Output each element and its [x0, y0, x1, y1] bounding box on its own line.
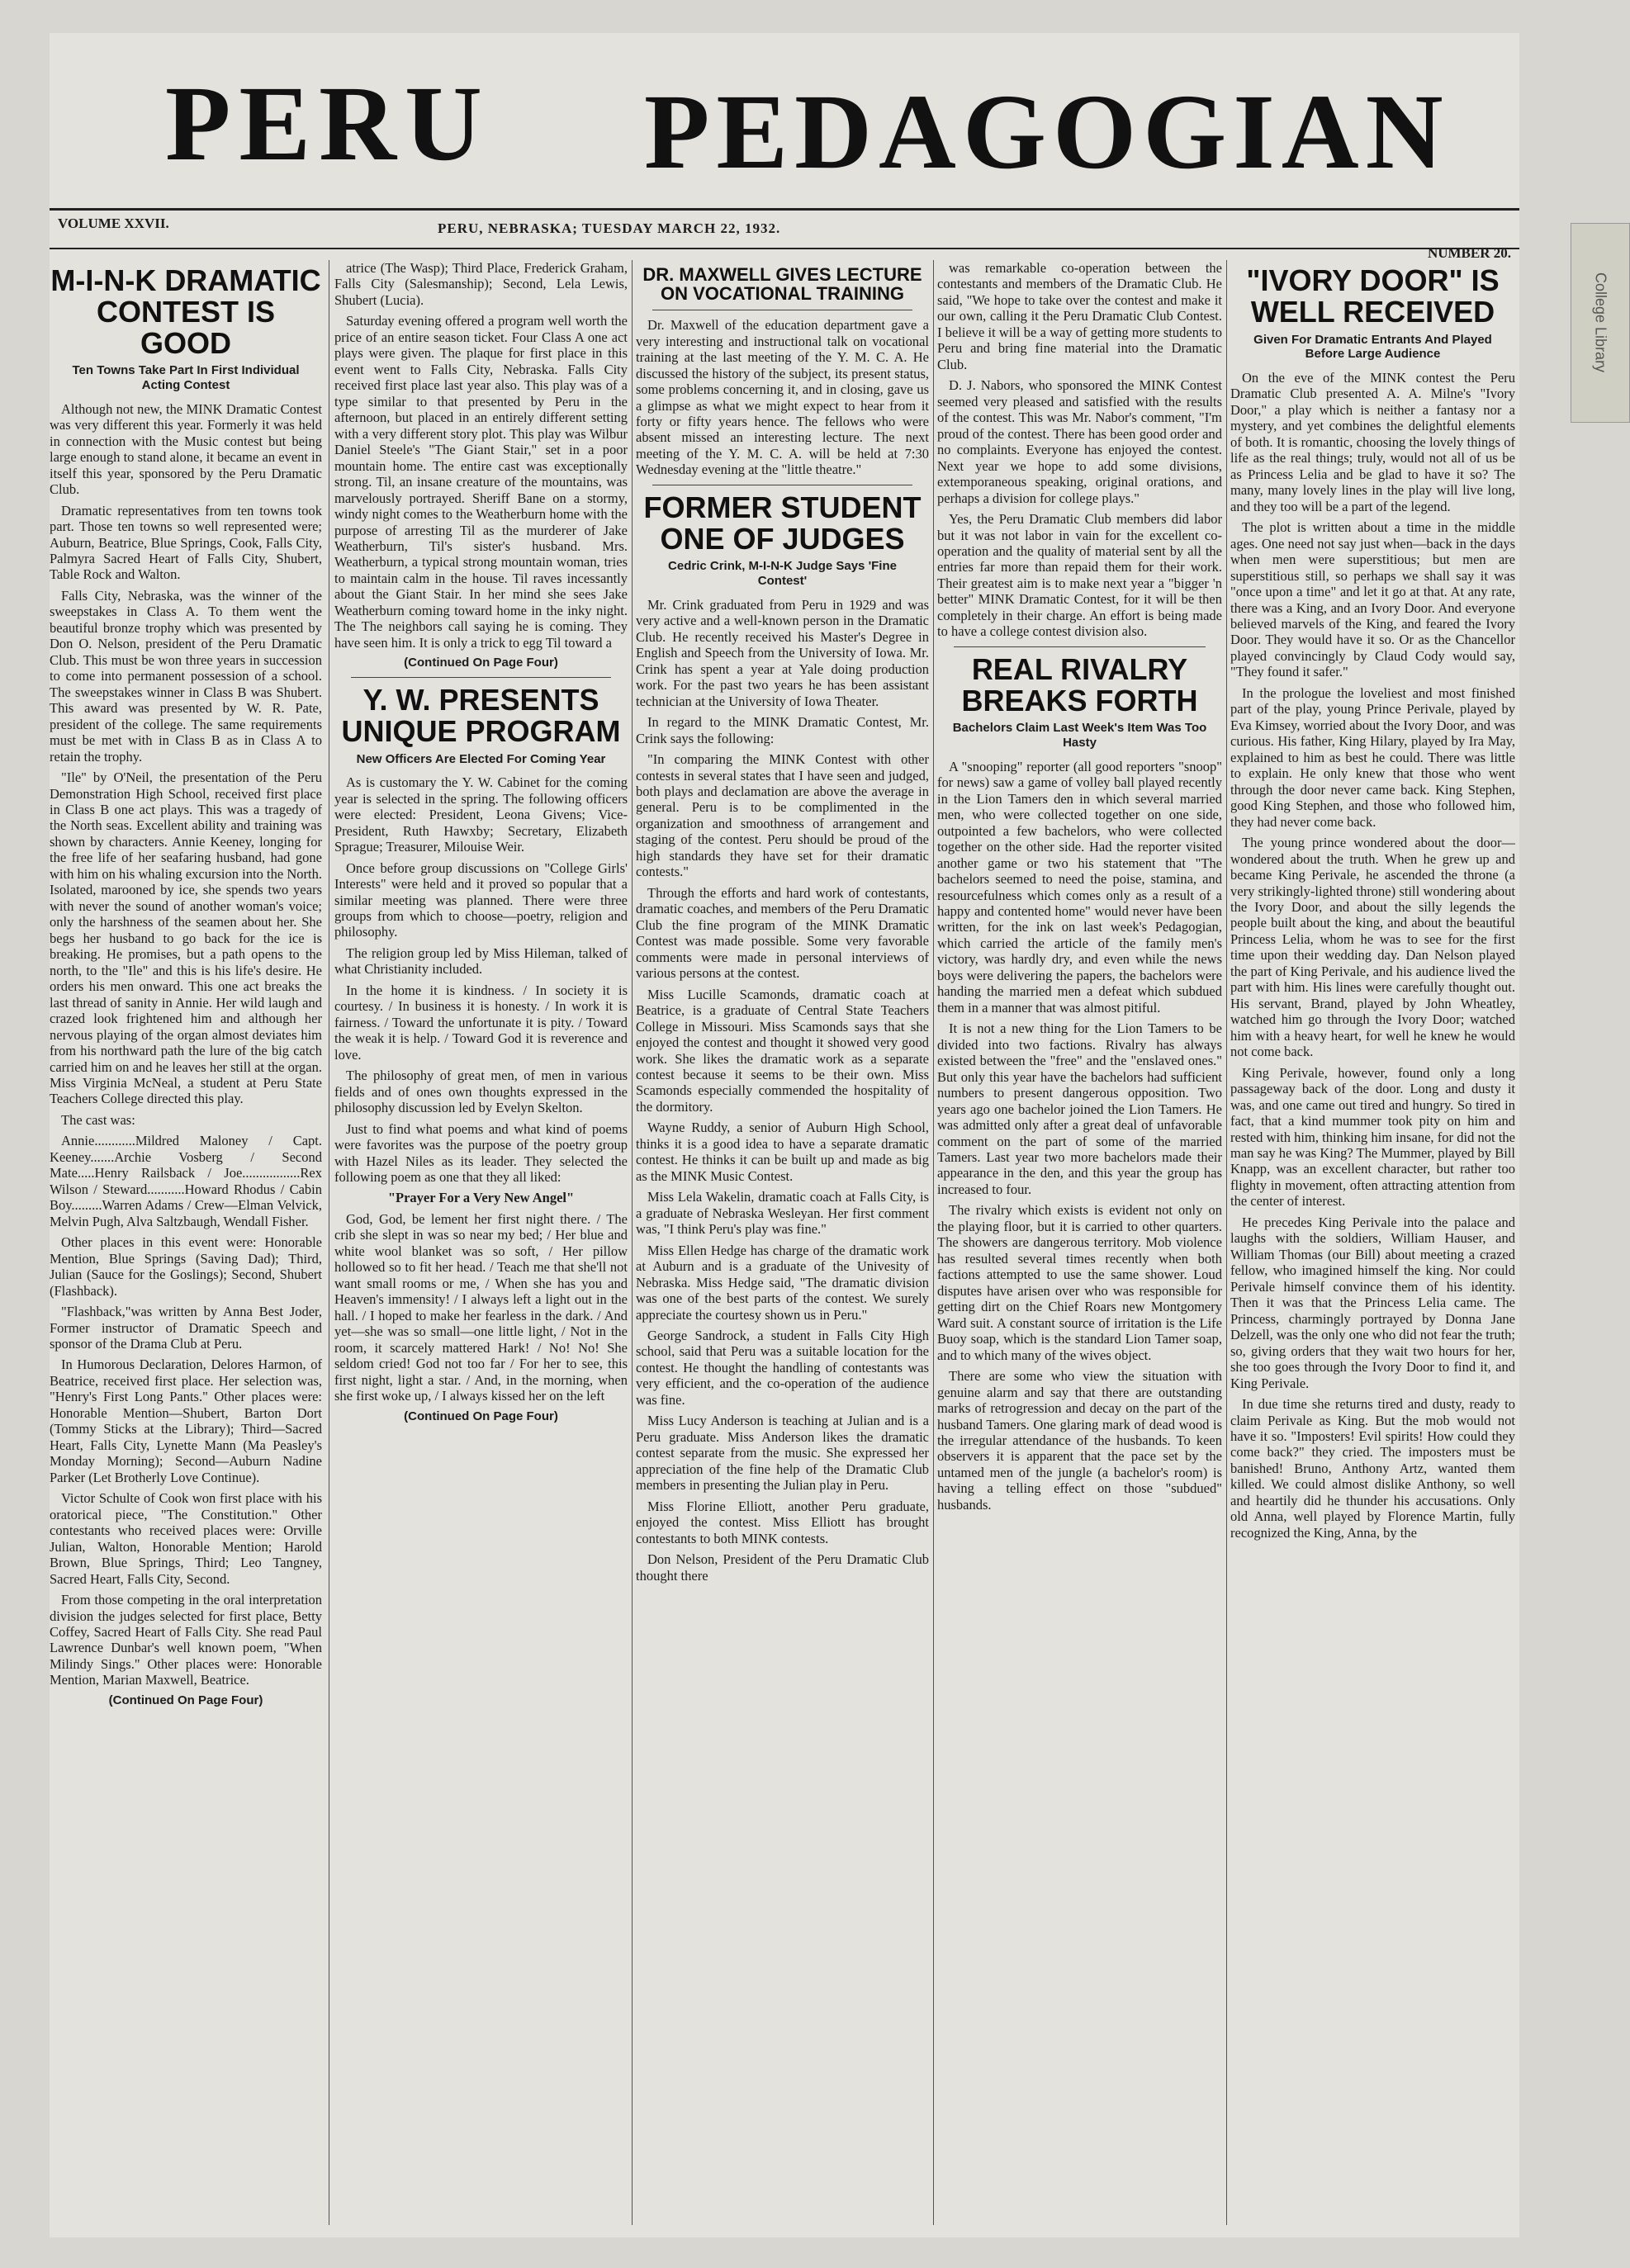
issue-number: NUMBER 20.: [1427, 245, 1511, 261]
column-5: [1230, 260, 1515, 2225]
column-rule: [933, 260, 934, 2225]
poem: God, God, be lement her first night there. / The crib she slept in was so near my bed; / Her blue and white wool blanket was so soft, / Her pillow hollowed so to fit her head. / Teach me that she'll not want small rooms or me, / When she has you and Heaven's immensity! / I always left a light out in the hall. / I hoped to make her fearless in the dark. / And yet—she was so small—one little light, / Not in the room, it scarcely mattered Hark! / No! No! She seldom cried! God not too far / For her to see, this first night, light a star. / And, in the morning, when she first woke up, / I always kissed her on the left: [334, 1210, 628, 1404]
article-paragraph: Don Nelson, President of the Peru Dramatic Club thought there: [636, 1551, 929, 1584]
article-paragraph: As is customary the Y. W. Cabinet for the coming year is selected in the spring. The following officers were elected: President, Leona Givens; Vice-President, Ruth Hawxby; Secretary, Elizabeth Sprague; Treasurer, Milouise Weir.: [334, 774, 628, 855]
article-paragraph: The young prince wondered about the door—wondered about the truth. When he grew up and became King Perivale, he ascended the throne (a very strikingly-lighted throne) still wondering about the Ivory Door, and about the silly legends the people built about the king, and about the beautiful Princess Lelia, whom he was to see for the first time upon their wedding day. Dan Nelson played the part of King Perivale, and his audience lived the part with him. His lines were carefully thought out. His servant, Brand, played by John Wheatley, watched him go through the Ivory Door; watched him with a heavy heart, for well he knew he would not come back.: [1230, 835, 1515, 1060]
article-paragraph: Miss Ellen Hedge has charge of the dramatic work at Auburn and is a graduate of the Univesity of Nebraska. Miss Hedge said, "The dramatic division was one of the best parts of the contest. We surely appreciate the courtesy shown us in Peru.": [636, 1242, 929, 1323]
deck-former-student: Cedric Crink, M-I-N-K Judge Says 'Fine Contest': [668, 559, 897, 589]
article-paragraph: In the prologue the loveliest and most finished part of the play, young Prince Perivale, played by Eva Kimsey, worried about the Ivory Door, and was curious. His father, King Hilary, played by Ira May, explained to him as best he could. There was little to explain. He only knew that those who went through the door never came back. King Stephen, good King Stephen, and those who followed him, they had never come back.: [1230, 684, 1515, 830]
article-paragraph: Other places in this event were: Honorable Mention, Blue Springs (Saving Dad); Third, Julian (Sauce for the Goslings); Second, Shubert (Flashback).: [50, 1234, 322, 1299]
deck-yw: New Officers Are Elected For Coming Year: [356, 751, 606, 766]
article-paragraph: In due time she returns tired and dusty, ready to claim Perivale as King. But the mob would not have it so. "Imposters! Evil spirits! How could they come back?" they cried. The imposters must be banished! Bruno, Anthony Artz, wanted them killed. We could almost dislike Anthony, so well and heartily did he thunder his accusations. Only old Anna, well played by Florence Martin, fully recognized the King, Anna, by the: [1230, 1396, 1515, 1541]
article-paragraph: Wayne Ruddy, a senior of Auburn High School, thinks it is a good idea to have a separate dramatic contest. He thinks it can be built up and made as big as the MINK Music Contest.: [636, 1120, 929, 1184]
article-paragraph: Miss Lela Wakelin, dramatic coach at Falls City, is a graduate of Nebraska Wesleyan. Her first comment was, "I think Peru's play was fine.": [636, 1189, 929, 1238]
column-4: [937, 260, 1222, 2225]
article-paragraph: The plot is written about a time in the middle ages. One need not say just when—back in the days when men were superstitious; but men are superstitious still, so perhaps we shall say it was "once upon a time" and let it go at that. At any rate, there was a King, and an Ivory Door. And everyone believed marvels of the King, and feared the Ivory Door. They would have it so. Or as the Chancellor played convincingly by Claud Cody would say, "They found it safer.": [1230, 519, 1515, 680]
article-paragraph: The religion group led by Miss Hileman, talked of what Christianity included.: [334, 945, 628, 978]
article-paragraph: "Flashback,"was written by Anna Best Joder, Former instructor of Dramatic Speech and sponsor of the Drama Club at Peru.: [50, 1304, 322, 1352]
column-1: [50, 260, 322, 2225]
headline-ivory-door: "IVORY DOOR" IS WELL RECEIVED: [1246, 263, 1500, 329]
article-divider: [954, 646, 1206, 647]
poem-title: "Prayer For a Very New Angel": [387, 1190, 575, 1206]
article-paragraph: It is not a new thing for the Lion Tamers to be divided into two factions. Rivalry has always existed between the "free" and the "enslaved ones." But only this year have the bachelors had sufficient numbers to present dangerous opposition. Two years ago one bachelor joined the Lion Tamers. He was admitted only after a great deal of unfavorable comment on the part of some of the married Tamers. Last year two more bachelors made their appearance in the den, and this year the group has increased to four.: [937, 1020, 1222, 1197]
headline-former-student: FORMER STUDENT ONE OF JUDGES: [643, 490, 922, 556]
article-paragraph: atrice (The Wasp); Third Place, Frederick Graham, Falls City (Salesmanship); Second, Lela Lewis, Shubert (Lucia).: [334, 260, 628, 308]
volume-label: VOLUME XXVII.: [58, 215, 169, 231]
deck-mink: Ten Towns Take Part In First Individual Acting Contest: [72, 363, 300, 393]
article-paragraph: King Perivale, however, found only a long passageway back of the door. Long and dusty it was, and one came out tired and hungry. So tired in fact, that a kind mummer took pity on him and rested with him, thinking him insane, for did not the man say he was King? The Mummer, played by Bill Knapp, was an excellent character, but rather too flighty in movement, often attracting attention from the center of interest.: [1230, 1064, 1515, 1210]
headline-yw: Y. W. PRESENTS UNIQUE PROGRAM: [341, 682, 621, 748]
article-paragraph: The rivalry which exists is evident not only on the playing floor, but it is carried to other quarters. The showers are dangerous territory. Mob violence has resulted several times recently when both factions attempted to use the same shower. Loud disputes have arisen over who was responsible for getting dirt on the Chief Roars new Montgomery Ward suit. A constant source of irritation is the Life Buoy soap, which is the standard Lion Tamer soap, and to which many of the wives object.: [937, 1202, 1222, 1363]
article-paragraph: Dr. Maxwell of the education department gave a very interesting and instructional talk on vocational training at the last meeting of the Y. M. C. A. He discussed the history of the subject, its present status, some problems concerning it, and in closing, gave us a glimpse as what we might expect to hear from it forty or fifty years hence. The fellows who were absent missed an interesting lecture. The next meeting of the Y. M. C. A. will be held at 7:30 Wednesday evening at the "little theatre.": [636, 317, 929, 478]
article-paragraph: Falls City, Nebraska, was the winner of the sweepstakes in Class A. To them went the beautiful bronze trophy which was presented by Don O. Nelson, president of the Peru Dramatic Club. This must be won three years in succession to come into permanent possession of a school. The sweepstakes winner in Class B was Shubert. This award was presented by W. R. Pate, president of the college. The same requirements must be met with in Class B as in Class A to retain the trophy.: [50, 587, 322, 765]
article-paragraph: Mr. Crink graduated from Peru in 1929 and was very active and a well-known person in the Dramatic Club. He recently received his Master's Degree in English and Speech from the University of Iowa. Mr. Crink has spent a year at Yale doing production work. For the past two years he has been assistant technician at the University of Iowa Theater.: [636, 596, 929, 709]
folio-rule-bottom: [50, 248, 1519, 249]
article-paragraph: Through the efforts and hard work of contestants, dramatic coaches, and members of the Peru Dramatic Club the fine program of the MINK Dramatic Contest was made possible. Some very favorable comments were made in personal interviews of various persons at the contest.: [636, 884, 929, 982]
headline-maxwell: DR. MAXWELL GIVES LECTURE ON VOCATIONAL TRAINING: [642, 264, 922, 305]
masthead-peru: PERU: [165, 64, 490, 183]
article-paragraph: Miss Lucille Scamonds, dramatic coach at Beatrice, is a graduate of Central State Teachers College in Missouri. Miss Scamonds says that she enjoyed the contest and thought it showed very good work. She likes the dramatic work as a separate contest because it seems to be their own. Miss Scamonds especially commended the hospitality of the dormitory.: [636, 986, 929, 1115]
article-paragraph: Miss Florine Elliott, another Peru graduate, enjoyed the contest. Miss Elliott has brought contestants to both MINK contests.: [636, 1498, 929, 1546]
folio-line: [50, 211, 1519, 261]
dateline: PERU, NEBRASKA; TUESDAY MARCH 22, 1932.: [438, 220, 781, 236]
article-paragraph: On the eve of the MINK contest the Peru Dramatic Club presented A. A. Milne's "Ivory Door," a play which is neither a fantasy nor a mystery, and yet combines the delightful elements of both. It is romantic, choosing the lovely things of life as the real things; truly, would not all of us be as Princess Lelia and be glad to have it so? The many, many lovely lines in the play will live long, and they too will be a part of the legend.: [1230, 369, 1515, 514]
headline-rivalry: REAL RIVALRY BREAKS FORTH: [961, 651, 1198, 717]
archive-library-tab: [1571, 223, 1630, 423]
column-rule: [632, 260, 633, 2225]
article-paragraph: Dramatic representatives from ten towns took part. Those ten towns so well represented were; Auburn, Beatrice, Blue Springs, Cook, Falls City, Palmyra Sacred Heart of Falls City, Shubert, Table Rock and Walton.: [50, 502, 322, 583]
article-paragraph: From those competing in the oral interpretation division the judges selected for first place, Betty Coffey, Sacred Heart of Falls City. She read Paul Lawrence Dunbar's well known poem, "When Milindy Sings." Other places were: Honorable Mention, Marian Maxwell, Beatrice.: [50, 1592, 322, 1688]
article-paragraph: was remarkable co-operation between the contestants and members of the Dramatic Club. He said, "We hope to take over the contest and make it our own, calling it the Peru Dramatic Club Contest. I believe it will be a way of getting more students to Peru and bring fine material into the Dramatic Club.: [937, 260, 1222, 372]
article-paragraph: Just to find what poems and what kind of poems were favorites was the purpose of the poetry group with Hazel Niles as its leader. They selected the following poem as one that they all liked:: [334, 1120, 628, 1185]
cast-intro: The cast was:: [61, 1111, 135, 1128]
article-paragraph: Miss Lucy Anderson is teaching at Julian and is a Peru graduate. Miss Anderson likes the dramatic contest separate from the music. She expressed her appreciation of the fine help of the Dramatic Club members in presenting the Julian play in Peru.: [636, 1413, 929, 1494]
article-paragraph: In Humorous Declaration, Delores Harmon, of Beatrice, received first place. Her selection was, "Henry's First Long Pants." Other places were: Honorable Mention—Shubert, Barton Dort (Tommy Sticks at the Library); Third—Sacred Heart, Falls City, Lynette Mann (Ma Peasley's Monday Morning); Second—Auburn Nadine Parker (Let Brotherly Love Continue).: [50, 1357, 322, 1485]
continued-note: (Continued On Page Four): [108, 1693, 263, 1707]
article-paragraph: A "snooping" reporter (all good reporters "snoop" for news) saw a game of volley ball played recently in the Lion Tamers den in which several married men, who were collected together on one side, outpointed a few bachelors, who were collected together on the other side. Had the reporter visited another game or two his statement that "The bachelors seemed to need the poise, stamina, and resourcefulness which comes only as a result of a happy and contented home" would never have been written, for the ink on last week's Pedagogian, which carried the article of the family men's victory, was hardly dry, and even while the news boys were delivering the papers, the bachelors were handing the married men a defeat which subdued them in a manner that was almost pitiful.: [937, 758, 1222, 1016]
article-paragraph: Yes, the Peru Dramatic Club members did labor but it was not labor in vain for the excellent co-operation and the quality of material sent by all the entries far more than repaid them for their work. Their greatest aim is to make next year a "bigger 'n better" MINK Dramatic Contest, for it will be then completely in their charge. An effort is being made to have a college contest division also.: [937, 511, 1222, 640]
article-paragraph: Once before group discussions on "College Girls' Interests" were held and it proved so popular that a similar meeting was planned. There were three groups from which to choose—poetry, religion and philosophy.: [334, 859, 628, 940]
article-paragraph: D. J. Nabors, who sponsored the MINK Contest seemed very pleased and satisfied with the results of the contest. This was Mr. Nabor's comment, "I'm proud of the contest. There has been good order and no complaints. Everyone has enjoyed the contest. Next year we hope to add some divisions, extemporaneous speaking, original orations, and perhaps a division for college plays.": [937, 377, 1222, 506]
masthead: [50, 62, 1450, 194]
article-paragraph: "Ile" by O'Neil, the presentation of the Peru Demonstration High School, received first place in Class B one act plays. This was a tragedy of the North seas. Excellent ability and training was shown by characters. Annie Keeney, longing for the free life of her seafaring husband, had gone with him on his whaling excursion into the North. Isolated, marooned by ice, she spends two years with never the sound of another woman's voice; only the harshness of the seamen about her. She begs her husband to go back for the ice is breaking. He promises, but a path opens to the north, to the "Ile" and this is his life's desire. He orders his men onward. This one act breaks the last thread of sanity in Annie. Her wild laugh and crazed look frightened him and although her nervous playing of the organ almost deviates him from his northward path the lure of the big catch carried him on and he leaves her still at the organ. Miss Virginia McNeal, a student at Peru State Teachers College directed this play.: [50, 769, 322, 1107]
article-paragraph: "In comparing the MINK Contest with other contests in several states that I have seen and judged, both plays and declamation are above the average in general. Peru is to be complimented in the organization and smoothness of arrangement and staging of the contest. Peru should be proud of the high standards they have set for their dramatic contests.": [636, 751, 929, 880]
article-paragraph: In regard to the MINK Dramatic Contest, Mr. Crink says the following:: [636, 714, 929, 746]
article-paragraph: He precedes King Perivale into the palace and laughs with the soldiers, William Hauser, and William Thomas (our Bill) about meeting a crazed fellow, who imagined himself the king. Nor could Perivale himself convince them of his identity. Then it was that the Princess Lelia came. The Princess, charmingly portrayed by Donna Jane Delzell, was the only one who did not fear the truth; so, giving orders that they wait two hours for her, she too goes through the Ivory Door to find it, and King Perivale.: [1230, 1214, 1515, 1391]
continued-note: (Continued On Page Four): [404, 656, 558, 670]
verse: In the home it is kindness. / In society it is courtesy. / In business it is honesty. / In work it is fairness. / Toward the unfortunate it is pity. / Toward the weak it is help. / Toward God it is reverence and love.: [334, 982, 628, 1063]
article-paragraph: There are some who view the situation with genuine alarm and say that there are outstanding marks of retrogression and decay on the part of the husband Tamers. One glaring mark of dead wood is the irregular attendance of the husbands. To keen observers it is apparent that the pace set by the untamed men of the jungle (a bachelor's room) is having a telling effect on those "subdued" husbands.: [937, 1368, 1222, 1513]
deck-ivory-door: Given For Dramatic Entrants And Played Before Large Audience: [1253, 332, 1492, 362]
headline-mink: M-I-N-K DRAMATIC CONTEST IS GOOD: [50, 263, 321, 360]
article-paragraph: Saturday evening offered a program well worth the price of an entire season ticket. Four Class A one act plays were given. The plaque for first place in this event went to Falls City, Nebraska. Falls City received first place last year also. This play was of a type similar to that presented by Peru in the afternoon, but placed in an entirely different setting with a very different story plot. This play was Wilbur Daniel Steele's "The Giant Stair," set in a poor mountain home. The entire cast was exceptionally strong. Til, an insane creature of the mountains, was marvelously portrayed. Sheriff Bane on a stormy, windy night comes to the Weatherburn home with the purpose of arresting Til as the murderer of Jake Weatherburn, Til's sister's husband. Mrs. Weatherburn, a typical strong mountain woman, tries to maintain calm in the house. Til raves incessantly about the Giant Stair. In her mind she sees Jake Weatherburn coming toward home in the inky night. The The neighbors call saying he is coming. They have seen him. It is only a trick to egg Til toward a: [334, 313, 628, 651]
cast-list: Annie............Mildred Maloney / Capt. Keeney.......Archie Vosberg / Second Mate.....Henry Railsback / Joe.................Rex Wilson / Steward...........Howard Rhodus / Cabin Boy.........Warren Adams / Crew—Elman Velvick, Melvin Pugh, Alva Saltzbaugh, Wendall Fisher.: [50, 1133, 322, 1229]
column-3: [636, 260, 929, 2225]
article-paragraph: George Sandrock, a student in Falls City High school, said that Peru was a suitable location for the contest. He thought the handling of contestants was very efficient, and the co-operation of the audience was fine.: [636, 1328, 929, 1408]
article-paragraph: Although not new, the MINK Dramatic Contest was very different this year. Formerly it was held in connection with the Music contest but being large enough to stand alone, it became an event in itself this year, sponsored by the Peru Dramatic Club.: [50, 400, 322, 498]
continued-note: (Continued On Page Four): [404, 1409, 558, 1423]
article-paragraph: The philosophy of great men, of men in various fields and of ones own thoughts expressed in the philosophy discussion led by Evelyn Skelton.: [334, 1068, 628, 1116]
article-divider: [351, 677, 611, 678]
deck-rivalry: Bachelors Claim Last Week's Item Was Too Hasty: [952, 721, 1207, 750]
column-rule: [1226, 260, 1227, 2225]
column-2: [334, 260, 628, 2225]
article-paragraph: Victor Schulte of Cook won first place with his oratorical piece, "The Constitution." Other contestants who received places were: Orville Julian, Walton, Honorable Mention; Harold Brown, Blue Springs, Third; Leo Tangney, Sacred Heart, Falls City, Second.: [50, 1490, 322, 1587]
masthead-pedagogian: PEDAGOGIAN: [644, 73, 1450, 192]
archive-tab-label: College Library: [1592, 272, 1609, 373]
